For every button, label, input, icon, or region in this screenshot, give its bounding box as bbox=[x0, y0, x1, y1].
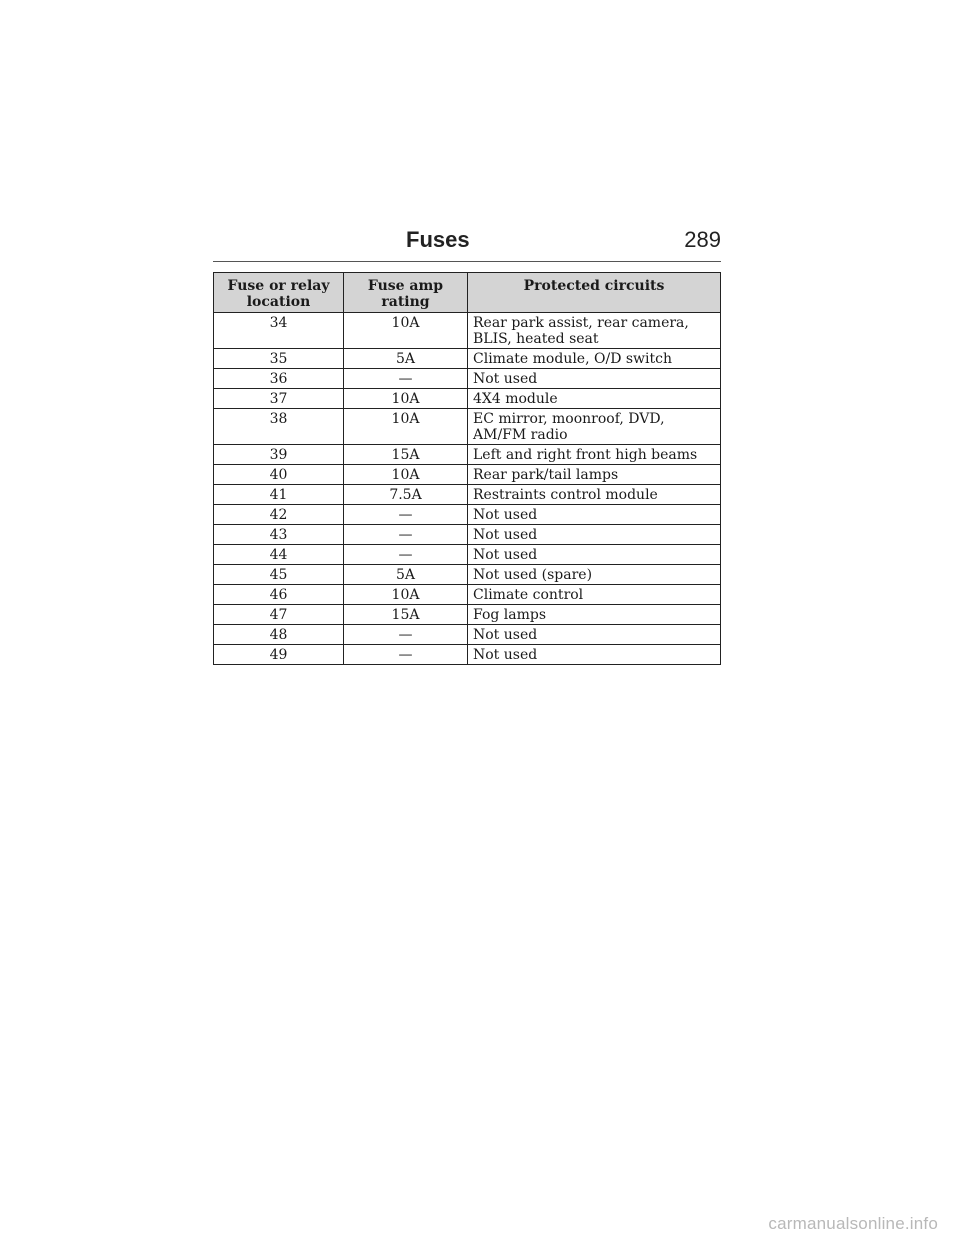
cell-protected-circuits: Not used bbox=[468, 505, 721, 525]
cell-location: 43 bbox=[214, 525, 344, 545]
column-header-protected-circuits: Protected circuits bbox=[468, 273, 721, 313]
cell-amp-rating: 15A bbox=[344, 445, 468, 465]
table-header-row bbox=[214, 273, 721, 313]
table-row bbox=[214, 545, 721, 565]
table-body bbox=[214, 313, 721, 665]
table-row bbox=[214, 349, 721, 369]
table-row bbox=[214, 585, 721, 605]
cell-protected-circuits: Left and right front high beams bbox=[468, 445, 721, 465]
cell-protected-circuits: Restraints control module bbox=[468, 485, 721, 505]
table-row bbox=[214, 369, 721, 389]
cell-location: 37 bbox=[214, 389, 344, 409]
cell-protected-circuits: Not used bbox=[468, 645, 721, 665]
column-header-amp-rating: Fuse amp rating bbox=[344, 273, 468, 313]
table-row bbox=[214, 389, 721, 409]
table-row bbox=[214, 409, 721, 445]
table-row bbox=[214, 525, 721, 545]
section-title: Fuses bbox=[406, 227, 470, 252]
cell-amp-rating: — bbox=[344, 625, 468, 645]
cell-protected-circuits: Rear park/tail lamps bbox=[468, 465, 721, 485]
cell-amp-rating: 10A bbox=[344, 409, 468, 445]
table-row bbox=[214, 465, 721, 485]
cell-protected-circuits: Fog lamps bbox=[468, 605, 721, 625]
table-row bbox=[214, 605, 721, 625]
cell-amp-rating: 10A bbox=[344, 389, 468, 409]
cell-amp-rating: 10A bbox=[344, 585, 468, 605]
cell-protected-circuits: Climate control bbox=[468, 585, 721, 605]
column-header-location: Fuse or relay location bbox=[214, 273, 344, 313]
cell-amp-rating: 15A bbox=[344, 605, 468, 625]
table-row bbox=[214, 565, 721, 585]
cell-amp-rating: 5A bbox=[344, 565, 468, 585]
cell-location: 49 bbox=[214, 645, 344, 665]
cell-protected-circuits: 4X4 module bbox=[468, 389, 721, 409]
cell-location: 34 bbox=[214, 313, 344, 349]
cell-location: 38 bbox=[214, 409, 344, 445]
cell-protected-circuits: Not used (spare) bbox=[468, 565, 721, 585]
footer-watermark: carmanualsonline.info bbox=[768, 1214, 938, 1233]
table-row bbox=[214, 485, 721, 505]
cell-protected-circuits: EC mirror, moonroof, DVD, AM/FM radio bbox=[468, 409, 721, 445]
cell-location: 48 bbox=[214, 625, 344, 645]
table-row bbox=[214, 625, 721, 645]
cell-amp-rating: — bbox=[344, 525, 468, 545]
table-row bbox=[214, 645, 721, 665]
cell-location: 41 bbox=[214, 485, 344, 505]
cell-amp-rating: — bbox=[344, 505, 468, 525]
page-number: 289 bbox=[684, 227, 721, 252]
cell-amp-rating: — bbox=[344, 545, 468, 565]
cell-protected-circuits: Climate module, O/D switch bbox=[468, 349, 721, 369]
cell-protected-circuits: Not used bbox=[468, 545, 721, 565]
cell-location: 42 bbox=[214, 505, 344, 525]
cell-location: 44 bbox=[214, 545, 344, 565]
table-row bbox=[214, 505, 721, 525]
cell-location: 46 bbox=[214, 585, 344, 605]
cell-protected-circuits: Not used bbox=[468, 525, 721, 545]
fuse-table bbox=[213, 272, 721, 665]
cell-amp-rating: 5A bbox=[344, 349, 468, 369]
cell-amp-rating: 10A bbox=[344, 313, 468, 349]
cell-location: 45 bbox=[214, 565, 344, 585]
cell-protected-circuits: Rear park assist, rear camera, BLIS, heated seat bbox=[468, 313, 721, 349]
cell-location: 39 bbox=[214, 445, 344, 465]
table-row bbox=[214, 313, 721, 349]
cell-protected-circuits: Not used bbox=[468, 625, 721, 645]
page-header bbox=[213, 225, 721, 262]
cell-location: 35 bbox=[214, 349, 344, 369]
table-row bbox=[214, 445, 721, 465]
cell-location: 47 bbox=[214, 605, 344, 625]
cell-amp-rating: — bbox=[344, 645, 468, 665]
cell-amp-rating: 10A bbox=[344, 465, 468, 485]
cell-location: 40 bbox=[214, 465, 344, 485]
cell-protected-circuits: Not used bbox=[468, 369, 721, 389]
cell-amp-rating: — bbox=[344, 369, 468, 389]
cell-location: 36 bbox=[214, 369, 344, 389]
cell-amp-rating: 7.5A bbox=[344, 485, 468, 505]
